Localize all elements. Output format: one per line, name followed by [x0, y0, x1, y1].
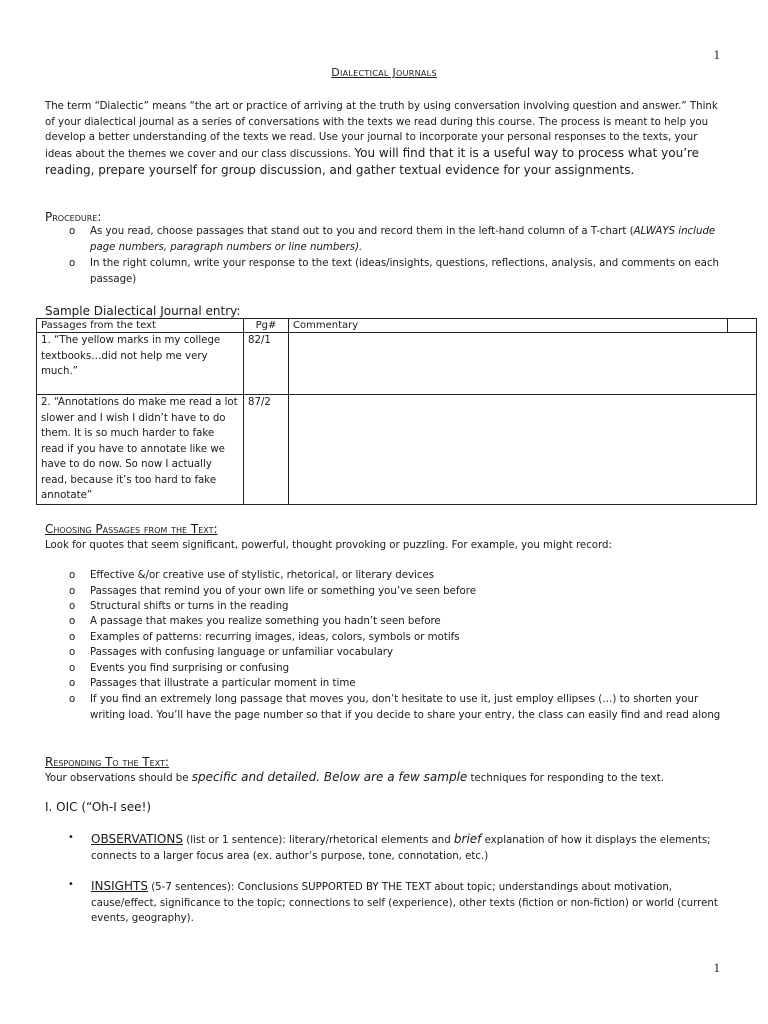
procedure-item-1-italic: ALWAYS include page numbers, paragraph numbers or line numbers). — [90, 226, 716, 253]
responding-text-end: techniques for responding to the text. — [467, 773, 665, 784]
intro-paragraph — [45, 99, 725, 180]
bullet-circle-icon: o — [69, 586, 76, 597]
procedure-item-text — [90, 224, 724, 255]
commentary-cell — [289, 395, 757, 505]
list-item-text: Passages with confusing language or unfamiliar vocabulary — [90, 647, 394, 658]
page-cell: 87/2 — [244, 395, 289, 505]
list-item-text: Effective &/or creative use of stylistic, rhetorical, or literary devices — [90, 570, 435, 581]
table-header-row — [37, 319, 757, 333]
responding-text-emphasis: specific and detailed. Below are a few sample — [191, 770, 468, 784]
page-title: Dialectical Journals — [331, 66, 437, 79]
choosing-intro: Look for quotes that seem significant, powerful, thought provoking or puzzling. For example, you might record: — [45, 540, 612, 551]
bullet-circle-icon: o — [69, 601, 76, 612]
bullet-circle-icon: o — [69, 694, 76, 705]
list-item-text: Passages that illustrate a particular moment in time — [90, 678, 356, 689]
page-number-top: 1 — [713, 47, 720, 62]
insights-text: (5-7 sentences): Conclusions SUPPORTED BY THE TEXT about topic; understandings about motivation, cause/effect, significance to the topic; connections to self (experience), other texts (fiction or non-fiction) or world (current events, geography). — [91, 882, 718, 924]
observations-text-start: (list or 1 sentence): literary/rhetorical elements and — [182, 835, 454, 846]
sample-caption: Sample Dialectical Journal entry: — [45, 304, 241, 318]
intro-text-large: You will find that it is a useful way to process what you’re reading, prepare yourself for group discussion, and gather textual evidence for your assignments. — [45, 146, 700, 177]
procedure-heading: Procedure: — [45, 210, 102, 224]
list-item-text: If you find an extremely long passage that moves you, don’t hesitate to use it, just employ ellipses (…) to shorten your writing load. You’ll have the page number so that if you decide to share your entry, the class can easily find and read along — [90, 694, 721, 721]
insights-item — [91, 879, 723, 927]
choosing-heading: Choosing Passages from the Text: — [45, 522, 218, 536]
list-item-text: A passage that makes you realize something you hadn’t seen before — [90, 616, 441, 627]
bullet-circle-icon: o — [69, 678, 76, 689]
procedure-item-1-text: As you read, choose passages that stand out to you and record them in the left-hand column of a T-chart ( — [90, 226, 634, 237]
header-page: Pg# — [244, 319, 289, 333]
bullet-circle-icon: o — [69, 570, 76, 581]
bullet-circle-icon: o — [69, 226, 76, 237]
bullet-circle-icon: o — [69, 258, 76, 269]
list-item-text: Structural shifts or turns in the reading — [90, 601, 289, 612]
responding-heading: Responding To the Text: — [45, 755, 169, 769]
header-passages: Passages from the text — [37, 319, 244, 333]
bullet-dot-icon: • — [68, 832, 74, 843]
passage-cell: 1. “The yellow marks in my college textbooks…did not help me very much.” — [37, 333, 244, 395]
observations-item — [91, 832, 723, 864]
table-row — [37, 395, 757, 505]
bullet-circle-icon: o — [69, 647, 76, 658]
insights-label: INSIGHTS — [91, 879, 148, 893]
commentary-cell — [289, 333, 757, 395]
header-commentary: Commentary — [289, 319, 728, 333]
observations-text-end: explanation of how it displays the elements; connects to a larger focus area (ex. author’s purpose, tone, connotation, etc.) — [91, 835, 711, 862]
bullet-circle-icon: o — [69, 632, 76, 643]
responding-text — [45, 770, 664, 786]
passage-cell: 2. “Annotations do make me read a lot slower and I wish I didn’t have to do them. It is so much harder to fake read if you have to annotate like we have to do now. So now I actually read, because it’s too hard to fake annotate” — [37, 395, 244, 505]
page-number-bottom: 1 — [713, 960, 720, 975]
list-item-text: Passages that remind you of your own life or something you’ve seen before — [90, 586, 476, 597]
responding-text-start: Your observations should be — [45, 773, 192, 784]
observations-label: OBSERVATIONS — [91, 832, 183, 846]
list-item-text: Examples of patterns: recurring images, ideas, colors, symbols or motifs — [90, 632, 460, 643]
sample-journal-table — [36, 318, 757, 505]
oic-heading: I. OIC (“Oh-I see!) — [45, 800, 152, 814]
intro-text: The term “Dialectic” means “the art or practice of arriving at the truth by using conversation involving question and answer.” Think of your dialectical journal as a series of conversations with the texts we read during this course. The process is meant to help you develop a better understanding of the texts we read. Use your journal to incorporate your personal responses to the texts, your ideas about the themes we cover and our class discussions. — [45, 101, 718, 161]
observations-emphasis: brief — [453, 832, 482, 846]
procedure-item-2-text: In the right column, write your response to the text (ideas/insights, questions, reflections, analysis, and comments on each passage) — [90, 258, 719, 285]
bullet-dot-icon: • — [68, 879, 74, 890]
page-cell: 82/1 — [244, 333, 289, 395]
bullet-circle-icon: o — [69, 616, 76, 627]
table-row — [37, 333, 757, 395]
table-overflow-cell — [728, 319, 757, 333]
list-item-text: Events you find surprising or confusing — [90, 663, 290, 674]
bullet-circle-icon: o — [69, 663, 76, 674]
